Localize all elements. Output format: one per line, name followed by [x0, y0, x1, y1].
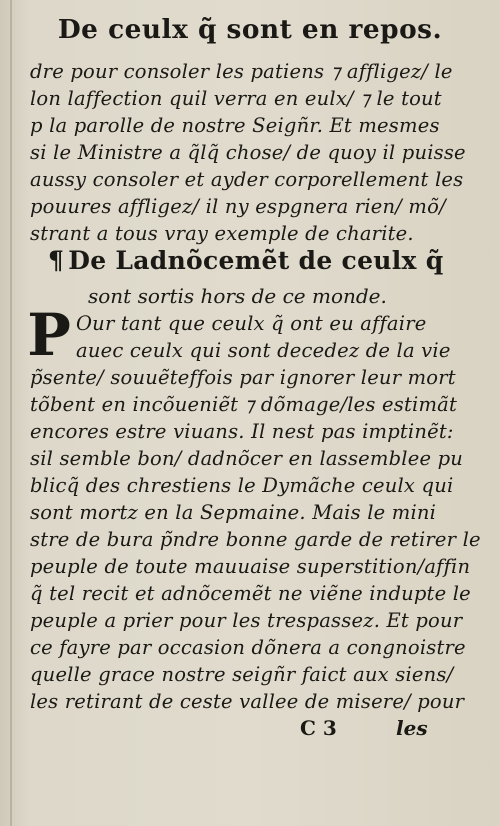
text-line: les retirant de ceste vallee de misere/ pour: [30, 690, 465, 713]
text-line: tõbent en incõueniẽt ⁊ dõmage/les estimãt: [30, 393, 457, 416]
text-line: si le Ministre a q̃lq̃ chose/ de quoy il puisse: [30, 141, 466, 164]
text-line: sil semble bon/ dadnõcer en lassemblee pu: [30, 447, 464, 470]
text-line: p̃sente/ souuẽteffois par ignorer leur mort: [30, 366, 456, 389]
text-line: blicq̃ des chrestiens le Dymãche ceulx qui: [30, 474, 454, 497]
text-line: Our tant que ceulx q̃ ont eu affaire: [76, 312, 427, 335]
text-line: encores estre viuans. Il nest pas imptinẽt:: [30, 420, 454, 443]
drop-cap: P: [27, 301, 71, 369]
text-line: sont mortz en la Sepmaine. Mais le mini: [30, 501, 437, 524]
signature-mark: C 3: [300, 716, 337, 740]
text-line: aussy consoler et ayder corporellement les: [30, 168, 464, 191]
text-line: q̃ tel recit et adnõcemẽt ne viẽne indupte le: [30, 582, 471, 605]
section-heading-subtitle: sont sortis hors de ce monde.: [88, 284, 387, 308]
section-heading: [48, 246, 444, 275]
text-line: dre pour consoler les patiens ⁊ affligez/ le: [30, 60, 453, 83]
page-gutter-shadow: [10, 0, 12, 826]
text-line: auec ceulx qui sont decedez de la vie: [76, 339, 451, 362]
text-line: ce fayre par occasion dõnera a congnoistre: [30, 636, 466, 659]
text-line: strant a tous vray exemple de charite.: [30, 222, 414, 245]
catchword: les: [396, 716, 428, 740]
pilcrow-mark: ¶: [48, 246, 65, 275]
text-line: stre de bura p̃ndre bonne garde de retirer le: [30, 528, 481, 551]
text-line: peuple de toute mauuaise superstition/affin: [30, 555, 471, 578]
text-line: peuple a prier pour les trespassez. Et pour: [30, 609, 463, 632]
text-line: lon laffection quil verra en eulx/ ⁊ le tout: [30, 87, 442, 110]
section-heading-title: De Ladnõcemẽt de ceulx q̃: [68, 246, 444, 275]
text-line: quelle grace nostre seigñr faict aux siens/: [30, 663, 454, 686]
running-head: De ceulx q̃ sont en repos.: [57, 14, 443, 45]
text-line: p la parolle de nostre Seigñr. Et mesmes: [30, 114, 440, 137]
text-line: pouures affligez/ il ny espgnera rien/ mõ/: [30, 195, 446, 218]
